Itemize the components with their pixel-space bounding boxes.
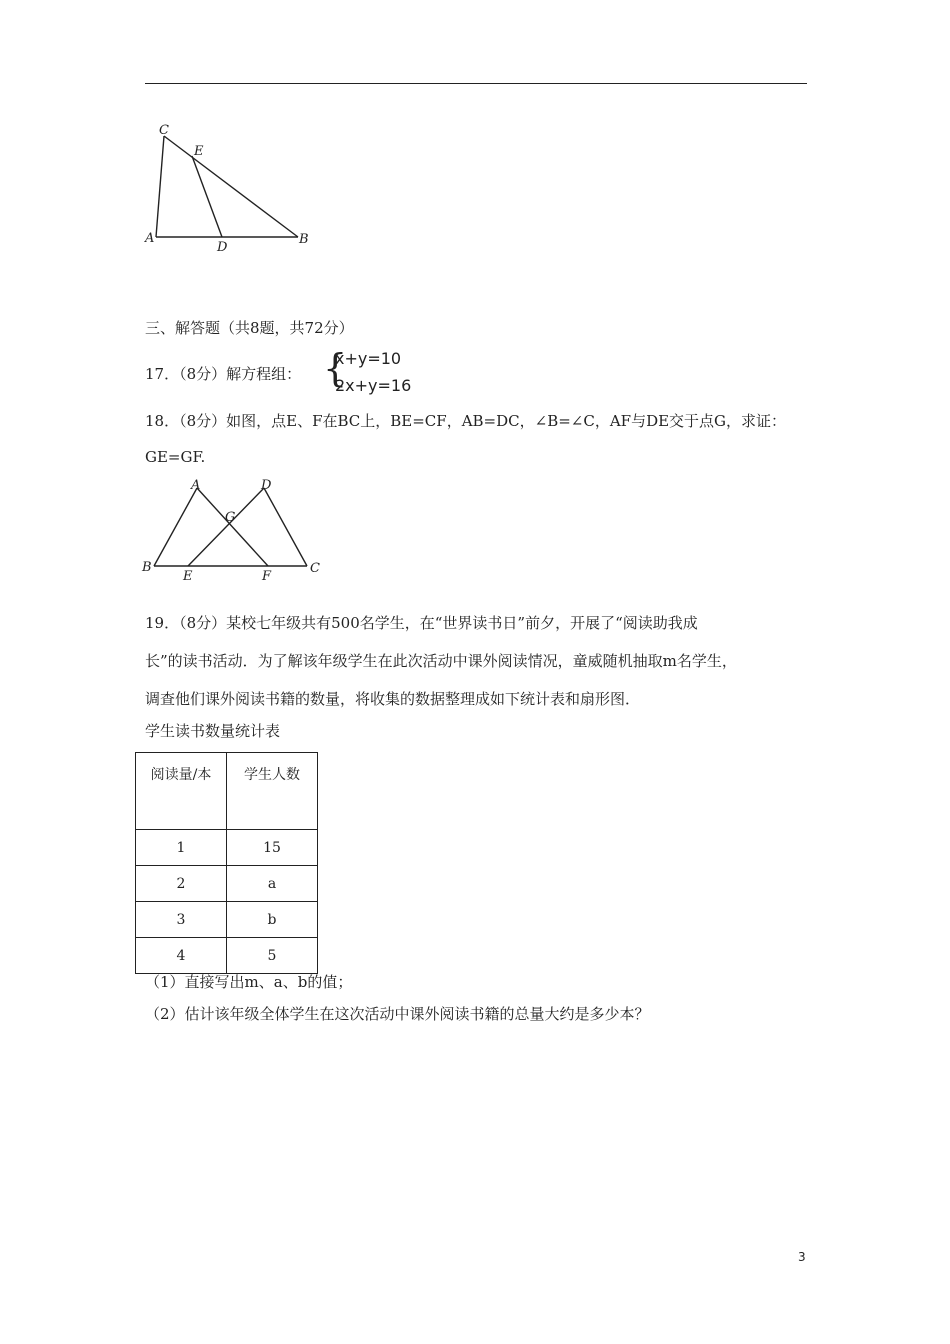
cell-amount: 4 bbox=[136, 938, 227, 974]
segment-cb bbox=[164, 136, 298, 237]
label-a: A bbox=[145, 231, 155, 246]
q19-line-1: 19．（8分）某校七年级共有500名学生，在“世界读书日”前夕，开展了“阅读助我成 bbox=[145, 614, 698, 632]
table-row bbox=[136, 902, 318, 938]
q17-prefix: 17．（8分）解方程组： bbox=[145, 365, 302, 383]
label-e: E bbox=[183, 569, 193, 584]
table-title: 学生读书数量统计表 bbox=[145, 722, 281, 740]
equation-1: x+y=10 bbox=[335, 349, 402, 368]
segment-dc bbox=[264, 488, 307, 566]
page-number: 3 bbox=[798, 1250, 806, 1264]
triangle-figure-2 bbox=[140, 474, 330, 584]
header-rule bbox=[145, 83, 807, 84]
equation-2: 2x+y=16 bbox=[335, 376, 412, 395]
header-reading-amount: 阅读量/本 bbox=[136, 753, 227, 830]
cell-count: a bbox=[227, 866, 318, 902]
table-row bbox=[136, 938, 318, 974]
cell-amount: 3 bbox=[136, 902, 227, 938]
label-b: B bbox=[142, 560, 152, 575]
cell-amount: 2 bbox=[136, 866, 227, 902]
table-row bbox=[136, 866, 318, 902]
section-heading: 三、解答题（共8题，共72分） bbox=[145, 319, 354, 337]
segment-af bbox=[197, 488, 268, 566]
q19-line-3: 调查他们课外阅读书籍的数量，将收集的数据整理成如下统计表和扇形图． bbox=[145, 690, 641, 708]
header-student-count: 学生人数 bbox=[227, 753, 318, 830]
label-d: D bbox=[217, 240, 228, 255]
table-row bbox=[136, 830, 318, 866]
cell-count: 15 bbox=[227, 830, 318, 866]
triangle-figure-1 bbox=[140, 118, 320, 258]
cell-count: b bbox=[227, 902, 318, 938]
q19-line-2: 长”的读书活动．为了解该年级学生在此次活动中课外阅读情况，童威随机抽取m名学生， bbox=[145, 652, 737, 670]
label-g: G bbox=[225, 510, 236, 525]
q19-part-1: （1）直接写出m、a、b的值； bbox=[145, 973, 353, 991]
brace-glyph: { bbox=[323, 346, 348, 390]
label-c: C bbox=[310, 561, 320, 576]
q18-line-2: GE=GF. bbox=[145, 448, 206, 466]
label-f: F bbox=[262, 569, 272, 584]
table-header-row bbox=[136, 753, 318, 830]
label-e: E bbox=[194, 144, 204, 159]
segment-ed bbox=[188, 488, 264, 566]
segment-ca bbox=[156, 136, 164, 237]
q19-part-2: （2）估计该年级全体学生在这次活动中课外阅读书籍的总量大约是多少本？ bbox=[145, 1005, 650, 1023]
label-d: D bbox=[261, 478, 272, 493]
label-a: A bbox=[191, 478, 201, 493]
cell-count: 5 bbox=[227, 938, 318, 974]
cell-amount: 1 bbox=[136, 830, 227, 866]
label-c: C bbox=[159, 123, 169, 138]
reading-stats-table bbox=[135, 752, 318, 974]
segment-ba bbox=[154, 488, 197, 566]
q18-line-1: 18．（8分）如图，点E、F在BC上，BE=CF，AB=DC，∠B=∠C，AF与DE交于点G，求证： bbox=[145, 412, 787, 430]
label-b: B bbox=[299, 232, 309, 247]
